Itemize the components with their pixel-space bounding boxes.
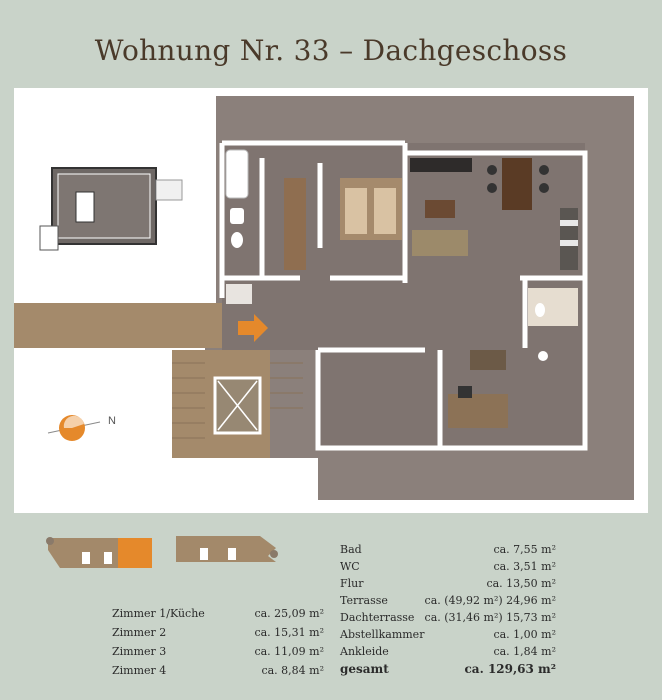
key-plan-inset [36, 160, 186, 258]
kitchenette [560, 208, 578, 270]
desk [448, 394, 508, 428]
toilet [231, 232, 243, 248]
shower [226, 284, 252, 304]
floor-plan [0, 88, 662, 513]
room-area-table-right: Bad ca. 7,55 m² WC ca. 3,51 m² Flur ca. 13,50 m² Terrasse ca. (49,92 m²) 24,96 m² Dachterrasse ca. (31,46 m²) 15,73 m² Abstellkammer ca. 1,00 m² Ankleide ca. 1,84 m² gesamt ca. 129,63 m² [340, 543, 556, 676]
unit-location-icons [40, 526, 290, 576]
washer [470, 350, 506, 370]
page-title: Wohnung Nr. 33 – Dachgeschoss [94, 34, 568, 67]
floor-section-icon-1 [46, 537, 152, 568]
sofa [412, 230, 468, 256]
wardrobe [284, 178, 306, 270]
floor-section-icon-2 [176, 536, 278, 562]
bathtub [226, 150, 248, 198]
room-area-table-left: Zimmer 1/Küche ca. 25,09 m² Zimmer 2 ca. 15,31 m² Zimmer 3 ca. 11,09 m² Zimmer 4 ca. 8,84 m² [112, 607, 324, 677]
kitchen-counter [410, 158, 472, 172]
sink [230, 208, 244, 224]
svg-text:N: N [108, 415, 116, 427]
dining-table [502, 158, 532, 210]
coffee-table [425, 200, 455, 218]
